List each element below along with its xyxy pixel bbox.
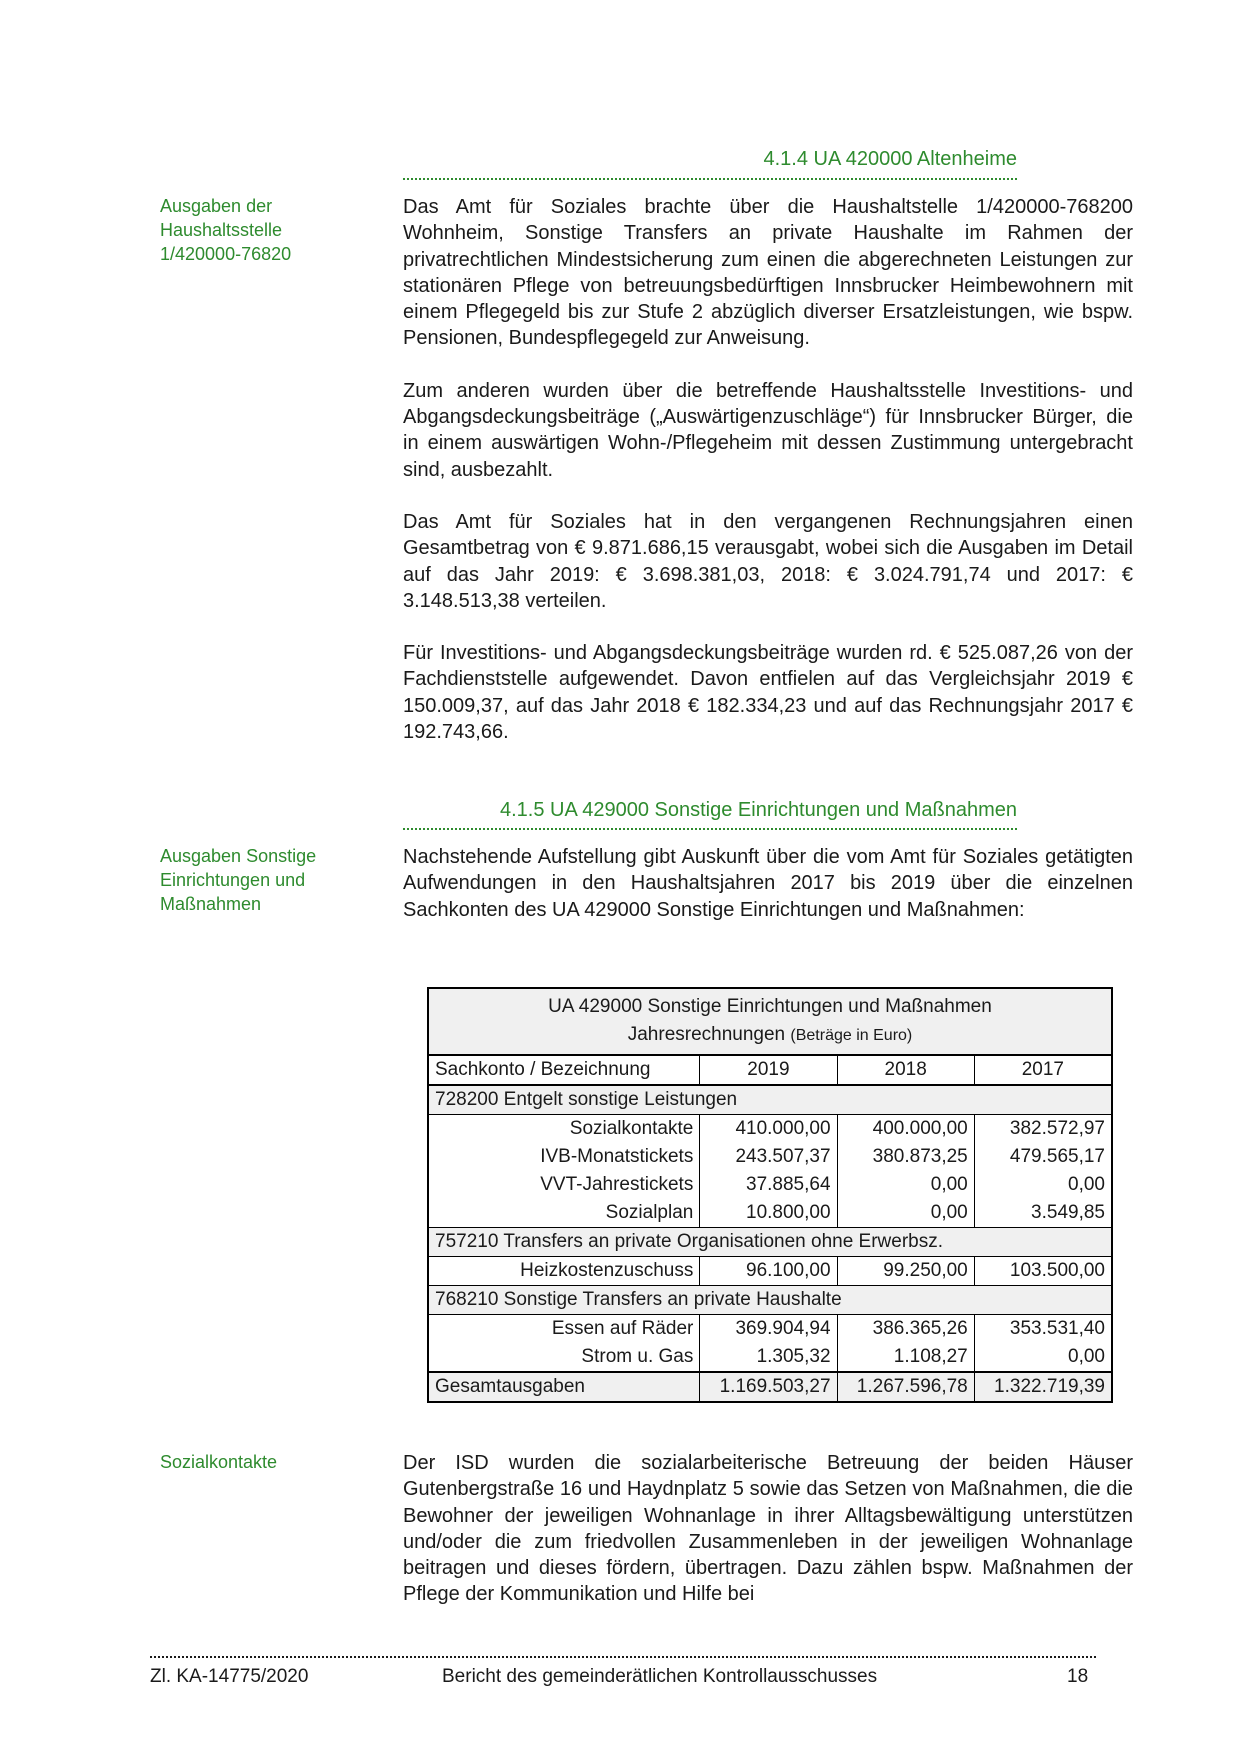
table-row — [428, 1115, 1112, 1144]
paragraph: Das Amt für Soziales hat in den vergangenen Rechnungsjahren einen Gesamtbetrag von € 9.871.686,15 verausgabt, wobei sich die Ausgaben im Detail auf das Jahr 2019: € 3.698.381,03, 2018: € 3.024.791,74 und 2017: € 3.148.513,38 verteilen. — [403, 510, 1133, 612]
cell-2018: 0,00 — [837, 1171, 974, 1199]
margin-note-line: Ausgaben der — [160, 196, 273, 216]
table-row — [428, 1199, 1112, 1228]
cell-2017: 103.500,00 — [974, 1257, 1112, 1286]
cell-2018: 99.250,00 — [837, 1257, 974, 1286]
table-row — [428, 1171, 1112, 1199]
group-row — [428, 1228, 1112, 1257]
margin-note-sonstige-einrichtungen — [160, 844, 350, 916]
table-subtitle: Jahresrechnungen — [627, 1024, 786, 1045]
cell-2019: 369.904,94 — [700, 1315, 837, 1344]
row-label: Essen auf Räder — [551, 1318, 694, 1339]
table-row — [428, 1143, 1112, 1171]
group-label: 728200 Entgelt sonstige Leistungen — [428, 1085, 1112, 1115]
margin-note-line: Ausgaben Sonstige — [160, 846, 317, 866]
table-subtitle-note: (Beträge in Euro) — [790, 1027, 913, 1044]
cell-2017: 382.572,97 — [974, 1115, 1112, 1144]
group-row — [428, 1085, 1112, 1115]
heading-divider — [403, 178, 1017, 180]
paragraph: Zum anderen wurden über die betreffende Haushaltsstelle Investitions- und Abgangsdeckungsbeiträge („Auswärtigenzuschläge“) für Innsbrucker Bürger, die in einem auswärtigen Wohn-/Pflegeheim mit dessen Zustimmung untergebracht sind, ausbezahlt. — [403, 379, 1133, 481]
margin-note-line: Haushaltsstelle — [160, 220, 283, 240]
paragraph: Das Amt für Soziales brachte über die Haushaltstelle 1/420000-768200 Wohnheim, Sonstige Transfers an private Haushalte im Rahmen der privatrechtlichen Mindestsicherung zum einen die abgerechneten Leistungen zur stationären Pflege von betreuungsbedürftigen Innsbrucker Heimbewohnern mit einem Pflegegeld bis zur Stufe 2 abzüglich diverser Ersatzleistungen, wie bspw. Pensionen, Bundespflegegeld zur Anweisung. — [403, 196, 1133, 350]
table-row — [428, 1315, 1112, 1344]
table-title-line: UA 429000 Sonstige Einrichtungen und Maßnahmen — [548, 996, 992, 1017]
table-subtitle-line — [435, 1021, 1105, 1050]
table-row — [428, 1343, 1112, 1372]
cell-2019: 410.000,00 — [700, 1115, 837, 1144]
footer-title: Bericht des gemeinderätlichen Kontrollausschusses — [442, 1666, 878, 1687]
cell-2018: 0,00 — [837, 1199, 974, 1228]
row-label: Sozialplan — [605, 1202, 694, 1223]
cell-2019: 1.305,32 — [700, 1343, 837, 1372]
group-row — [428, 1286, 1112, 1315]
total-row — [428, 1372, 1112, 1402]
row-label: IVB-Monatstickets — [540, 1146, 694, 1167]
margin-note-line: Maßnahmen — [160, 894, 262, 914]
cell-2017: 353.531,40 — [974, 1315, 1112, 1344]
cell-2019: 10.800,00 — [700, 1199, 837, 1228]
sozialkontakte-body — [403, 1450, 1133, 1634]
cell-2018: 1.108,27 — [837, 1343, 974, 1372]
margin-note-line: Sozialkontakte — [160, 1452, 278, 1472]
column-header: 2017 — [974, 1055, 1112, 1085]
heading-divider — [403, 828, 1017, 830]
footer-reference: Zl. KA-14775/2020 — [150, 1666, 309, 1687]
total-2017: 1.322.719,39 — [974, 1372, 1112, 1402]
cell-2017: 479.565,17 — [974, 1143, 1112, 1171]
margin-note-line: Einrichtungen und — [160, 870, 306, 890]
group-label: 757210 Transfers an private Organisationen ohne Erwerbsz. — [428, 1228, 1112, 1257]
margin-note-sozialkontakte — [160, 1450, 350, 1474]
column-header: 2018 — [837, 1055, 974, 1085]
paragraph: Der ISD wurden die sozialarbeiterische Betreuung der beiden Häuser Gutenbergstraße 16 und Haydnplatz 5 sowie das Setzen von Maßnahmen, die die Bewohner der jeweiligen Wohnanlage in ihrer Alltagsbewältigung unterstützen und/oder die zum friedvollen Zusammenleben in der jeweiligen Wohnanlage beitragen und dieses fördern, übertragen. Dazu zählen bspw. Maßnahmen der Pflege der Kommunikation und Hilfe bei — [403, 1452, 1133, 1606]
paragraph: Für Investitions- und Abgangsdeckungsbeiträge wurden rd. € 525.087,26 von der Fachdienststelle aufgewendet. Davon entfielen auf das Vergleichsjahr 2019 € 150.009,37, auf das Jahr 2018 € 182.334,23 und auf das Rechnungsjahr 2017 € 192.743,66. — [403, 642, 1133, 744]
section-heading-4-1-4: 4.1.4 UA 420000 Altenheime — [763, 148, 1017, 170]
table-title — [428, 988, 1112, 1055]
cell-2017: 0,00 — [974, 1171, 1112, 1199]
total-label: Gesamtausgaben — [428, 1372, 700, 1402]
column-header: 2019 — [700, 1055, 837, 1085]
paragraph: Nachstehende Aufstellung gibt Auskunft über die vom Amt für Soziales getätigten Aufwendungen in den Haushaltsjahren 2017 bis 2019 über die einzelnen Sachkonten des UA 429000 Sonstige Einrichtungen und Maßnahmen: — [403, 846, 1133, 921]
cell-2018: 386.365,26 — [837, 1315, 974, 1344]
margin-note-line: 1/420000-76820 — [160, 244, 292, 264]
row-label: Strom u. Gas — [581, 1346, 694, 1367]
cell-2018: 380.873,25 — [837, 1143, 974, 1171]
cell-2018: 400.000,00 — [837, 1115, 974, 1144]
cell-2019: 96.100,00 — [700, 1257, 837, 1286]
row-label: Sozialkontakte — [569, 1118, 694, 1139]
total-2018: 1.267.596,78 — [837, 1372, 974, 1402]
footer-divider — [150, 1656, 1096, 1658]
page-number: 18 — [1067, 1666, 1089, 1687]
column-header: Sachkonto / Bezeichnung — [428, 1055, 700, 1085]
section-4-1-4-body — [403, 194, 1133, 771]
expenditure-table — [427, 987, 1113, 1403]
cell-2019: 243.507,37 — [700, 1143, 837, 1171]
total-2019: 1.169.503,27 — [700, 1372, 837, 1402]
table-row — [428, 1257, 1112, 1286]
margin-note-haushaltsstelle — [160, 194, 350, 266]
row-label: VVT-Jahrestickets — [540, 1174, 694, 1195]
group-label: 768210 Sonstige Transfers an private Haushalte — [428, 1286, 1112, 1315]
section-4-1-5-intro — [403, 844, 1133, 949]
cell-2017: 0,00 — [974, 1343, 1112, 1372]
table-header-row — [428, 1055, 1112, 1085]
cell-2017: 3.549,85 — [974, 1199, 1112, 1228]
row-label: Heizkostenzuschuss — [520, 1260, 694, 1281]
section-heading-4-1-5: 4.1.5 UA 429000 Sonstige Einrichtungen und Maßnahmen — [499, 799, 1017, 821]
cell-2019: 37.885,64 — [700, 1171, 837, 1199]
